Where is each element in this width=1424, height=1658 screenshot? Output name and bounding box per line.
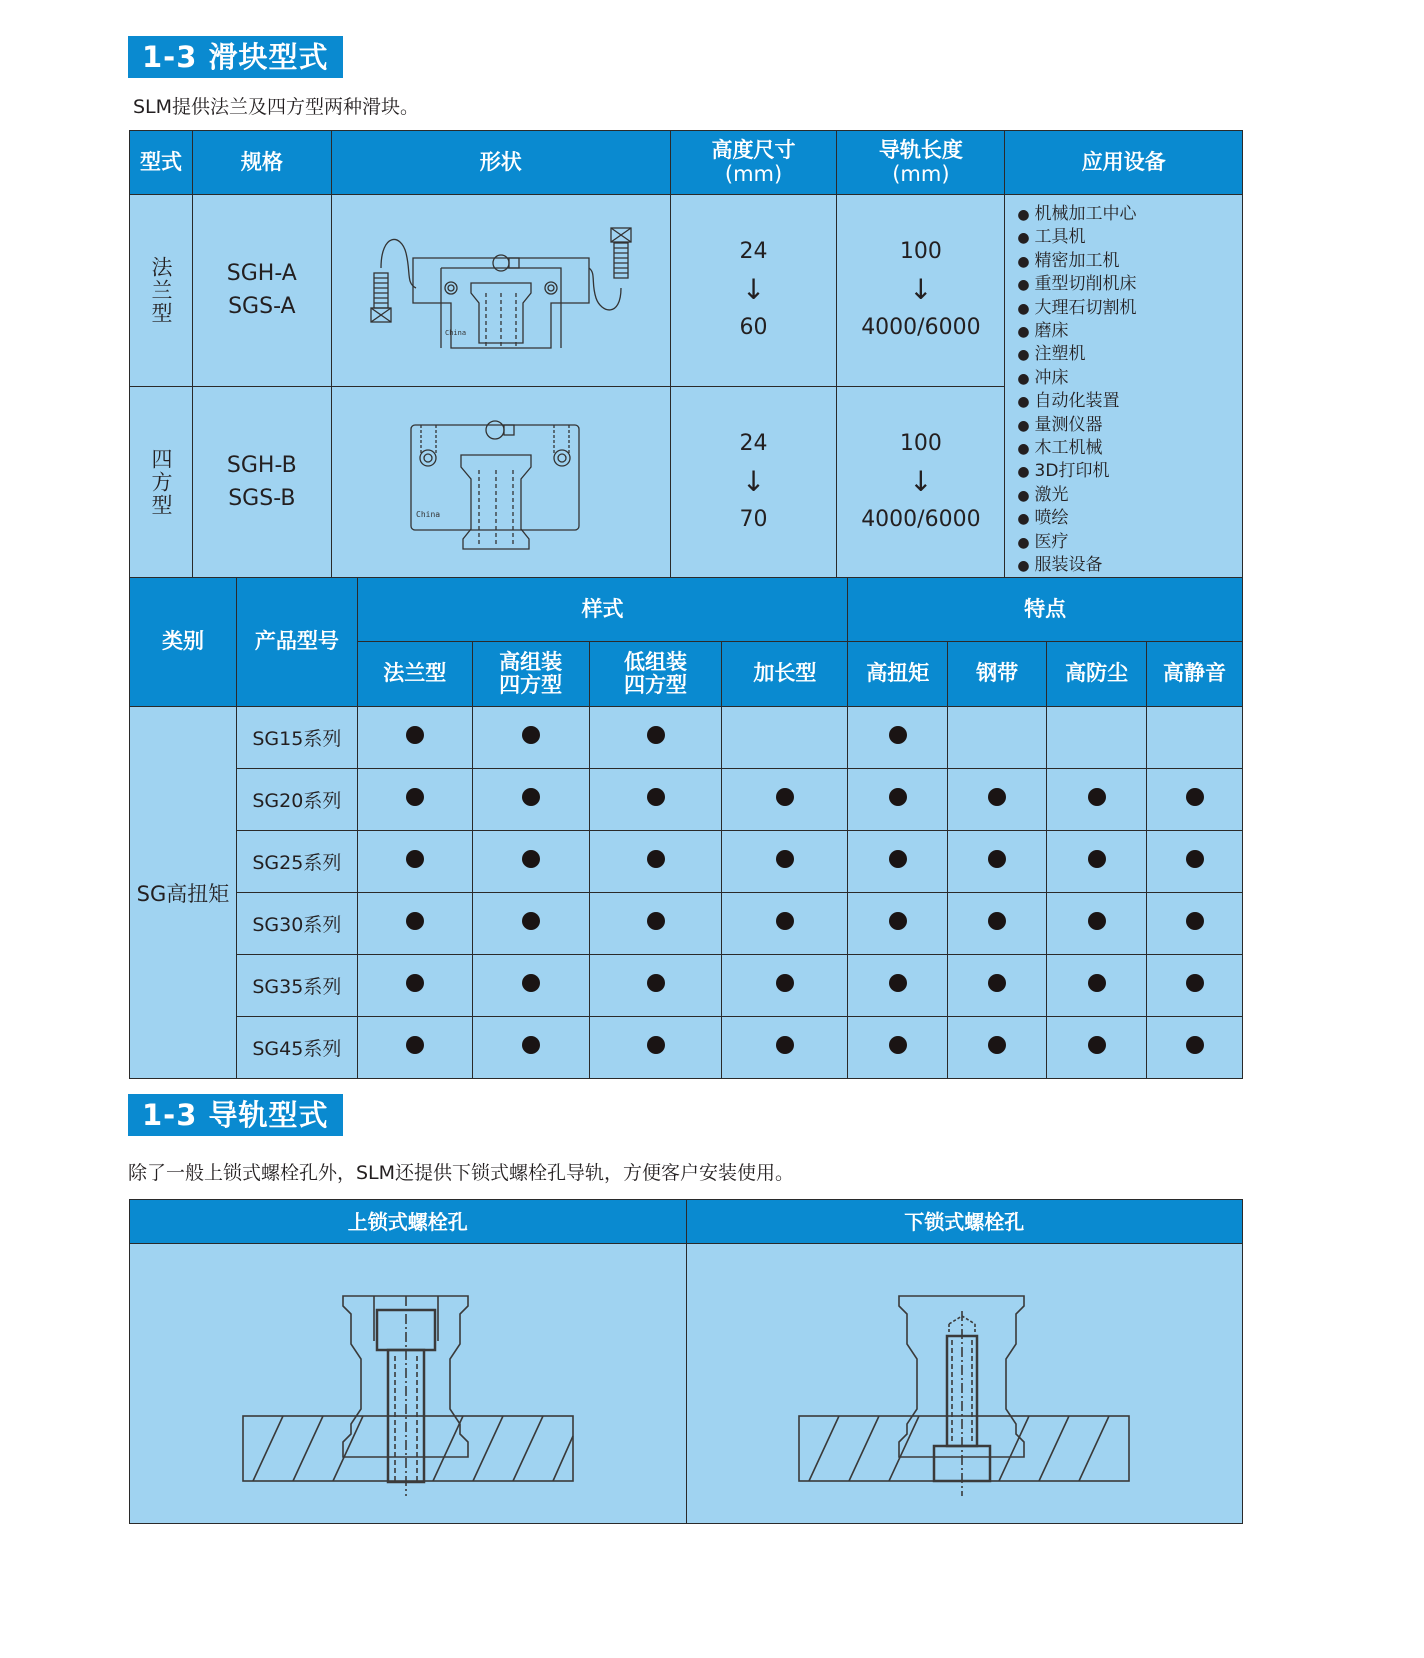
rail-cell-flange xyxy=(837,195,1005,387)
application-item: ● 重型切削机床 xyxy=(1017,273,1242,296)
mark-cell xyxy=(722,769,848,831)
filled-dot-icon xyxy=(1088,850,1106,868)
filled-dot-icon xyxy=(776,912,794,930)
header-top-lock: 上锁式螺栓孔 xyxy=(130,1200,687,1244)
section-intro-slider: SLM提供法兰及四方型两种滑块。 xyxy=(133,96,420,118)
filled-dot-icon xyxy=(406,974,424,992)
rail-max: 4000/6000 xyxy=(861,507,981,533)
filled-dot-icon xyxy=(988,974,1006,992)
application-list xyxy=(1005,203,1242,578)
filled-dot-icon xyxy=(522,726,540,744)
spec-line: SGH-A xyxy=(226,261,297,287)
height-min: 24 xyxy=(739,239,768,265)
height-min: 24 xyxy=(739,431,768,457)
filled-dot-icon xyxy=(1186,850,1204,868)
filled-dot-icon xyxy=(1186,1036,1204,1054)
header-feature-group: 特点 xyxy=(848,578,1243,642)
mark-cell xyxy=(1047,831,1147,893)
height-max: 60 xyxy=(739,315,768,341)
model-cell: SG25系列 xyxy=(236,831,357,893)
header-height-line2: (mm) xyxy=(724,161,783,186)
spec-line: SGH-B xyxy=(226,453,297,479)
filled-dot-icon xyxy=(776,974,794,992)
rail-max: 4000/6000 xyxy=(861,315,981,341)
mark-cell xyxy=(722,955,848,1017)
mark-cell xyxy=(472,893,589,955)
mark-cell xyxy=(848,893,948,955)
filled-dot-icon xyxy=(1186,974,1204,992)
filled-dot-icon xyxy=(1186,788,1204,806)
mark-cell xyxy=(1147,769,1243,831)
filled-dot-icon xyxy=(647,974,665,992)
mark-cell xyxy=(589,893,722,955)
filled-dot-icon xyxy=(1186,912,1204,930)
table-row xyxy=(130,1017,1243,1079)
mark-cell xyxy=(848,831,948,893)
rail-type-table xyxy=(129,1199,1243,1524)
header-text: 加长型 xyxy=(753,661,817,686)
type-cell-square xyxy=(130,386,193,578)
filled-dot-icon xyxy=(1088,974,1106,992)
filled-dot-icon xyxy=(647,912,665,930)
mark-cell xyxy=(472,769,589,831)
mark-cell xyxy=(848,955,948,1017)
filled-dot-icon xyxy=(522,1036,540,1054)
filled-dot-icon xyxy=(889,974,907,992)
application-item: ● 服装设备 xyxy=(1017,554,1242,577)
filled-dot-icon xyxy=(988,788,1006,806)
mark-cell xyxy=(1047,955,1147,1017)
filled-dot-icon xyxy=(1088,912,1106,930)
mark-cell xyxy=(1147,1017,1243,1079)
mark-cell xyxy=(1047,769,1147,831)
mark-cell xyxy=(589,955,722,1017)
mark-cell xyxy=(1047,1017,1147,1079)
arrow-down-icon: ↓ xyxy=(741,465,766,499)
arrow-down-icon: ↓ xyxy=(909,273,933,307)
application-item: ● 大理石切割机 xyxy=(1017,297,1242,320)
filled-dot-icon xyxy=(988,850,1006,868)
application-cell xyxy=(1005,195,1243,579)
header-bottom-lock: 下锁式螺栓孔 xyxy=(686,1200,1243,1244)
header-text: 高防尘 xyxy=(1065,661,1129,686)
filled-dot-icon xyxy=(889,912,907,930)
filled-dot-icon xyxy=(1088,1036,1106,1054)
section-title-slider-types: 1-3 滑块型式 xyxy=(128,36,343,78)
filled-dot-icon xyxy=(889,850,907,868)
svg-text:China: China xyxy=(444,328,466,337)
mark-cell xyxy=(948,769,1047,831)
header-rail-length xyxy=(837,131,1005,195)
mark-cell xyxy=(1147,707,1243,769)
header-high-square xyxy=(472,642,589,707)
rail-min: 100 xyxy=(899,431,942,457)
mark-cell xyxy=(722,1017,848,1079)
type-cell-flange xyxy=(130,195,193,387)
spec-cell-square xyxy=(192,386,331,578)
mark-cell xyxy=(848,1017,948,1079)
mark-cell xyxy=(357,893,472,955)
header-dustproof xyxy=(1047,642,1147,707)
application-item: ● 量测仪器 xyxy=(1017,414,1242,437)
header-style-group: 样式 xyxy=(357,578,848,642)
model-cell: SG35系列 xyxy=(236,955,357,1017)
spec-cell-flange xyxy=(192,195,331,387)
header-text: 四方型 xyxy=(499,673,563,697)
filled-dot-icon xyxy=(522,912,540,930)
height-cell-square xyxy=(670,386,837,578)
spec-line: SGS-A xyxy=(228,294,296,320)
mark-cell xyxy=(472,1017,589,1079)
filled-dot-icon xyxy=(776,1036,794,1054)
filled-dot-icon xyxy=(889,726,907,744)
filled-dot-icon xyxy=(406,912,424,930)
filled-dot-icon xyxy=(406,1036,424,1054)
header-rail-line2: (mm) xyxy=(892,161,950,186)
header-rail-line1: 导轨长度 xyxy=(878,138,963,163)
filled-dot-icon xyxy=(889,788,907,806)
application-item: ● 机械加工中心 xyxy=(1017,203,1242,226)
mark-cell xyxy=(948,893,1047,955)
header-text: 法兰型 xyxy=(383,661,447,686)
mark-cell xyxy=(472,955,589,1017)
model-cell: SG30系列 xyxy=(236,893,357,955)
application-item: ● 精密加工机 xyxy=(1017,250,1242,273)
header-shape: 形状 xyxy=(331,131,670,195)
mark-cell xyxy=(1147,955,1243,1017)
header-type: 型式 xyxy=(130,131,193,195)
application-item: ● 冲床 xyxy=(1017,367,1242,390)
section-title-rail-types: 1-3 导轨型式 xyxy=(128,1094,343,1136)
header-application: 应用设备 xyxy=(1005,131,1243,195)
header-text: 高静音 xyxy=(1163,661,1227,686)
mark-cell xyxy=(357,831,472,893)
header-text: 高扭矩 xyxy=(866,661,930,686)
top-lock-cell xyxy=(130,1244,687,1524)
header-low-square xyxy=(589,642,722,707)
top-lock-rail-drawing-icon xyxy=(238,1286,578,1496)
mark-cell xyxy=(589,831,722,893)
table-row xyxy=(130,955,1243,1017)
mark-cell xyxy=(722,707,848,769)
header-height-line1: 高度尺寸 xyxy=(711,138,796,163)
header-height xyxy=(670,131,837,195)
header-text: 高组装 xyxy=(499,649,563,674)
filled-dot-icon xyxy=(406,726,424,744)
filled-dot-icon xyxy=(406,788,424,806)
height-cell-flange xyxy=(670,195,837,387)
height-max: 70 xyxy=(739,507,768,533)
mark-cell xyxy=(948,1017,1047,1079)
type-label: 四方型 xyxy=(148,447,173,517)
application-item: ● 工具机 xyxy=(1017,226,1242,249)
mark-cell xyxy=(357,955,472,1017)
table-row xyxy=(130,831,1243,893)
application-item: ● 自动化装置 xyxy=(1017,390,1242,413)
square-slider-drawing-icon xyxy=(401,410,601,550)
mark-cell xyxy=(589,769,722,831)
mark-cell xyxy=(472,707,589,769)
mark-cell xyxy=(589,1017,722,1079)
shape-cell-square xyxy=(331,386,670,578)
rail-min: 100 xyxy=(899,239,942,265)
application-item: ● 激光 xyxy=(1017,484,1242,507)
rail-cell-square xyxy=(837,386,1005,578)
header-model: 产品型号 xyxy=(236,578,357,707)
filled-dot-icon xyxy=(647,1036,665,1054)
application-item: ● 注塑机 xyxy=(1017,343,1242,366)
header-high-torque xyxy=(848,642,948,707)
mark-cell xyxy=(948,955,1047,1017)
mark-cell xyxy=(472,831,589,893)
mark-cell xyxy=(1047,707,1147,769)
model-cell: SG20系列 xyxy=(236,769,357,831)
header-spec: 规格 xyxy=(192,131,331,195)
mark-cell xyxy=(722,831,848,893)
bottom-lock-rail-drawing-icon xyxy=(794,1286,1134,1496)
spec-line: SGS-B xyxy=(228,486,296,512)
application-item: ● 磨床 xyxy=(1017,320,1242,343)
application-item: ● 3D打印机 xyxy=(1017,460,1242,483)
header-text: 低组装 xyxy=(624,649,687,674)
filled-dot-icon xyxy=(522,850,540,868)
header-steel-strip xyxy=(948,642,1047,707)
mark-cell xyxy=(589,707,722,769)
table-row xyxy=(130,893,1243,955)
table-row xyxy=(130,707,1243,769)
slider-type-table xyxy=(129,130,1243,579)
model-cell: SG45系列 xyxy=(236,1017,357,1079)
filled-dot-icon xyxy=(647,850,665,868)
header-text: 钢带 xyxy=(976,661,1019,686)
filled-dot-icon xyxy=(988,912,1006,930)
model-cell: SG15系列 xyxy=(236,707,357,769)
filled-dot-icon xyxy=(647,726,665,744)
flange-slider-drawing-icon xyxy=(351,213,651,363)
mark-cell xyxy=(1047,893,1147,955)
bottom-lock-cell xyxy=(686,1244,1243,1524)
header-silent xyxy=(1147,642,1243,707)
arrow-down-icon: ↓ xyxy=(741,273,766,307)
table-row xyxy=(130,769,1243,831)
category-cell: SG高扭矩 xyxy=(130,707,237,1079)
filled-dot-icon xyxy=(776,788,794,806)
application-item: ● 医疗 xyxy=(1017,531,1242,554)
mark-cell xyxy=(357,1017,472,1079)
product-feature-table xyxy=(129,577,1243,1079)
filled-dot-icon xyxy=(522,788,540,806)
filled-dot-icon xyxy=(889,1036,907,1054)
shape-cell-flange xyxy=(331,195,670,387)
mark-cell xyxy=(357,707,472,769)
mark-cell xyxy=(722,893,848,955)
mark-cell xyxy=(848,707,948,769)
filled-dot-icon xyxy=(522,974,540,992)
mark-cell xyxy=(1147,831,1243,893)
header-flange xyxy=(357,642,472,707)
section-intro-rail: 除了一般上锁式螺栓孔外，SLM还提供下锁式螺栓孔导轨，方便客户安装使用。 xyxy=(128,1162,795,1184)
mark-cell xyxy=(357,769,472,831)
mark-cell xyxy=(948,831,1047,893)
application-item: ● 木工机械 xyxy=(1017,437,1242,460)
mark-cell xyxy=(948,707,1047,769)
header-extended xyxy=(722,642,848,707)
filled-dot-icon xyxy=(406,850,424,868)
filled-dot-icon xyxy=(988,1036,1006,1054)
application-item: ● 喷绘 xyxy=(1017,507,1242,530)
mark-cell xyxy=(1147,893,1243,955)
header-category: 类别 xyxy=(130,578,237,707)
svg-text:China: China xyxy=(415,509,440,519)
mark-cell xyxy=(848,769,948,831)
type-label: 法兰型 xyxy=(148,255,173,325)
filled-dot-icon xyxy=(1088,788,1106,806)
header-text: 四方型 xyxy=(624,673,687,697)
arrow-down-icon: ↓ xyxy=(909,465,933,499)
table-row-flange xyxy=(130,195,1243,387)
filled-dot-icon xyxy=(647,788,665,806)
filled-dot-icon xyxy=(776,850,794,868)
